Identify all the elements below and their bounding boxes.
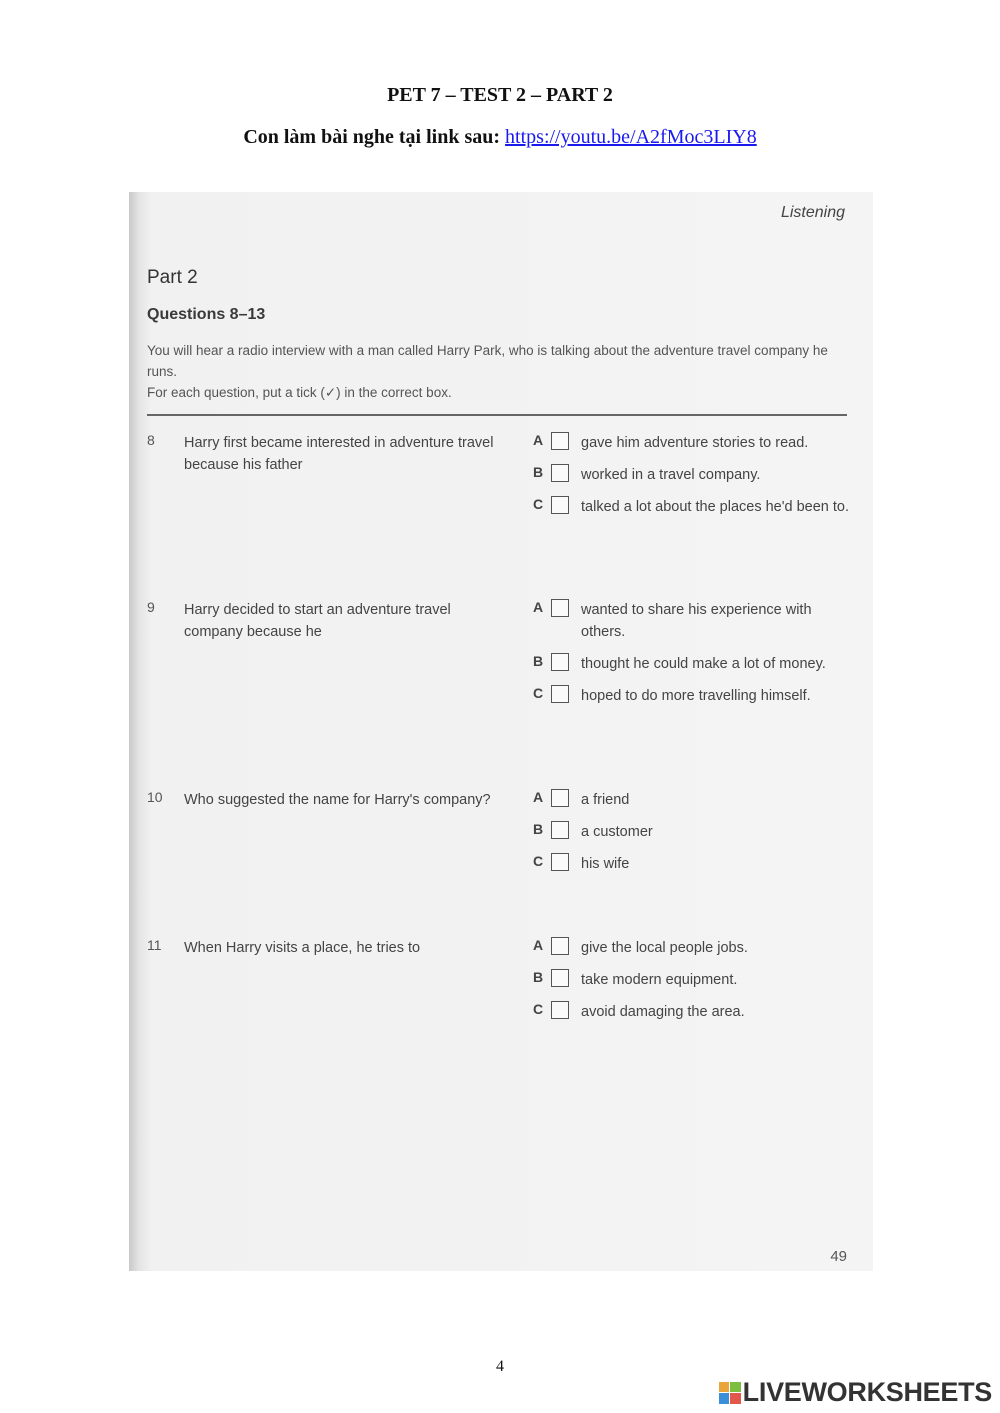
- option-text: a customer: [581, 824, 653, 840]
- section-label: Listening: [780, 204, 845, 221]
- answer-checkbox[interactable]: [551, 821, 569, 839]
- option-b: [533, 464, 853, 486]
- liveworksheets-logo-icon: [719, 1382, 741, 1404]
- option-a: [533, 599, 853, 643]
- question-number: 11: [147, 937, 162, 953]
- scanned-exam-page: [129, 192, 873, 1271]
- option-letter: B: [533, 821, 544, 837]
- logo-tile: [730, 1382, 741, 1393]
- questions-heading: Questions 8–13: [147, 306, 266, 323]
- liveworksheets-brand[interactable]: [719, 1377, 992, 1408]
- document-title: PET 7 – TEST 2 – PART 2: [387, 84, 613, 106]
- option-text: worked in a travel company.: [581, 467, 761, 483]
- option-c: [533, 1001, 853, 1023]
- option-text: gave him adventure stories to read.: [581, 435, 809, 451]
- option-a: [533, 432, 853, 454]
- brand-name: LIVEWORKSHEETS: [742, 1377, 992, 1407]
- option-text: his wife: [581, 856, 630, 872]
- answer-checkbox[interactable]: [551, 653, 569, 671]
- subtitle-prefix: Con làm bài nghe tại link sau:: [243, 126, 506, 148]
- option-letter: C: [533, 853, 544, 869]
- option-text: take modern equipment.: [581, 972, 738, 988]
- answer-checkbox[interactable]: [551, 464, 569, 482]
- instructions: [147, 340, 847, 403]
- question-number: 9: [147, 599, 155, 615]
- option-text: a friend: [581, 792, 630, 808]
- option-letter: C: [533, 496, 544, 512]
- option-a: [533, 937, 853, 959]
- option-c: [533, 685, 853, 707]
- answer-checkbox[interactable]: [551, 432, 569, 450]
- question-text: Who suggested the name for Harry's company?: [184, 792, 491, 808]
- answer-checkbox[interactable]: [551, 685, 569, 703]
- option-text: avoid damaging the area.: [581, 1004, 745, 1020]
- answer-checkbox[interactable]: [551, 496, 569, 514]
- options-list: [533, 599, 853, 717]
- options-list: [533, 432, 853, 528]
- option-letter: C: [533, 1001, 544, 1017]
- answer-checkbox[interactable]: [551, 937, 569, 955]
- question-number: 8: [147, 432, 155, 448]
- youtube-link[interactable]: https://youtu.be/A2fMoc3LIY8: [505, 126, 757, 148]
- option-letter: B: [533, 653, 544, 669]
- options-list: [533, 937, 853, 1033]
- option-text: give the local people jobs.: [581, 940, 748, 956]
- document-subtitle: [0, 126, 1000, 149]
- divider: [147, 414, 847, 416]
- answer-checkbox[interactable]: [551, 599, 569, 617]
- part-heading: Part 2: [147, 267, 198, 288]
- options-list: [533, 789, 853, 885]
- option-text: talked a lot about the places he'd been to.: [581, 499, 849, 515]
- scan-page-number: 49: [830, 1248, 847, 1265]
- option-text: hoped to do more travelling himself.: [581, 688, 811, 704]
- instruction-line: For each question, put a tick (✓) in the correct box.: [147, 385, 452, 400]
- option-letter: B: [533, 969, 544, 985]
- option-letter: A: [533, 789, 544, 805]
- option-b: [533, 821, 853, 843]
- answer-checkbox[interactable]: [551, 969, 569, 987]
- logo-tile: [719, 1393, 730, 1404]
- answer-checkbox[interactable]: [551, 1001, 569, 1019]
- option-b: [533, 969, 853, 991]
- option-b: [533, 653, 853, 675]
- question-text: Harry first became interested in adventure travel because his father: [184, 435, 494, 473]
- option-a: [533, 789, 853, 811]
- option-letter: B: [533, 464, 544, 480]
- answer-checkbox[interactable]: [551, 789, 569, 807]
- option-letter: C: [533, 685, 544, 701]
- option-letter: A: [533, 937, 544, 953]
- logo-tile: [730, 1393, 741, 1404]
- instruction-line: You will hear a radio interview with a man called Harry Park, who is talking about the adventure travel company he runs.: [147, 343, 828, 379]
- option-letter: A: [533, 599, 544, 615]
- option-text: thought he could make a lot of money.: [581, 656, 826, 672]
- option-c: [533, 853, 853, 875]
- option-c: [533, 496, 853, 518]
- question-text: When Harry visits a place, he tries to: [184, 940, 421, 956]
- question-number: 10: [147, 789, 163, 805]
- option-text: wanted to share his experience with others.: [581, 602, 812, 640]
- logo-tile: [719, 1382, 730, 1393]
- page-number: 4: [496, 1358, 504, 1375]
- option-letter: A: [533, 432, 544, 448]
- answer-checkbox[interactable]: [551, 853, 569, 871]
- question-text: Harry decided to start an adventure travel company because he: [184, 602, 451, 640]
